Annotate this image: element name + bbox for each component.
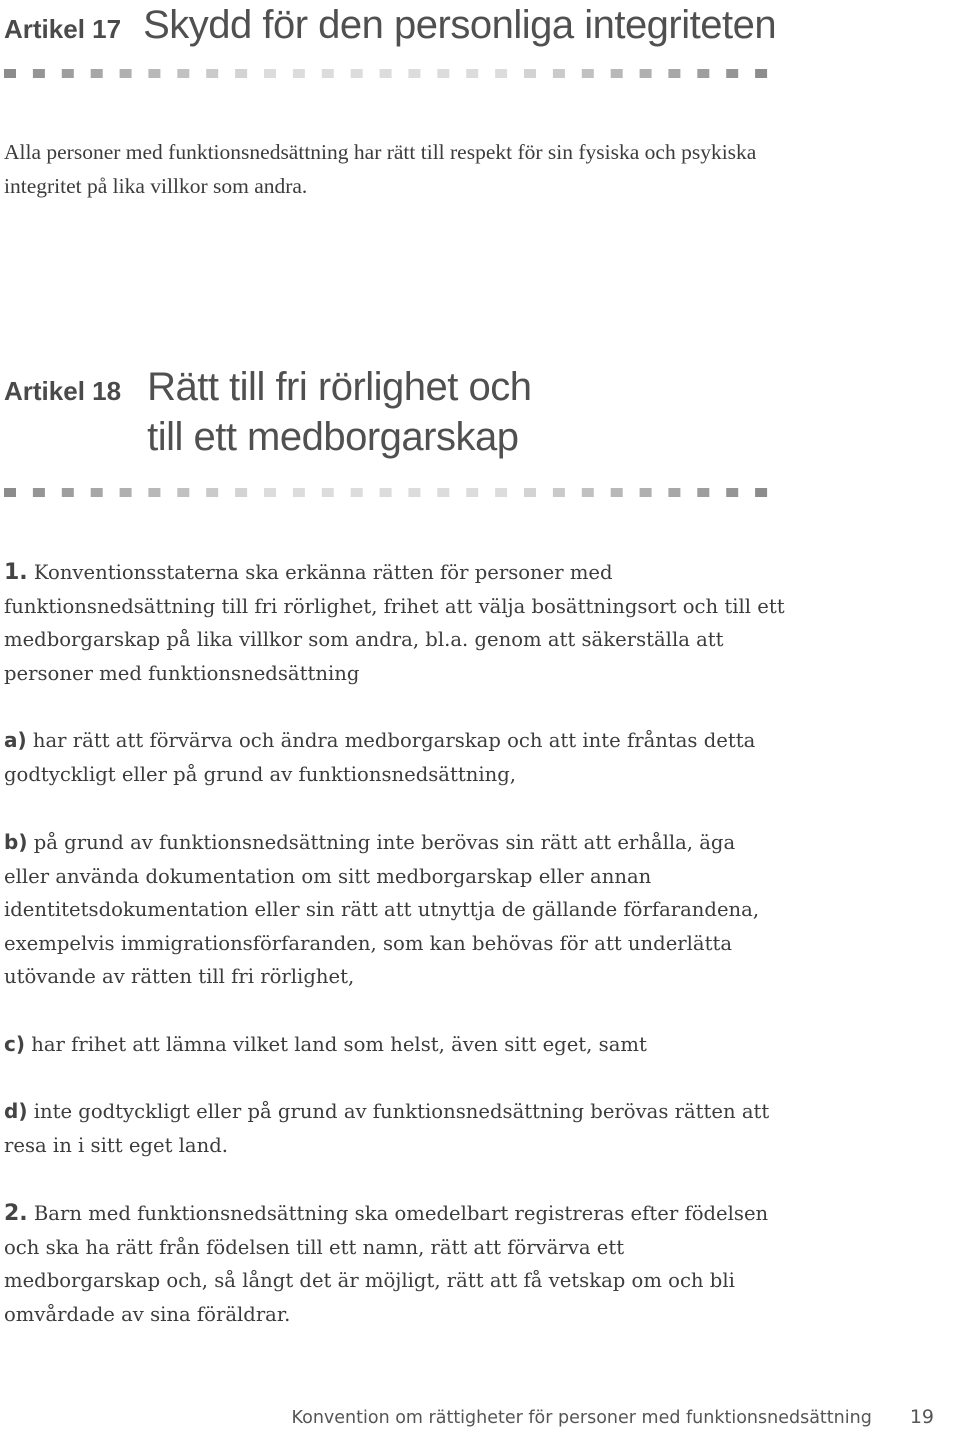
article-17-title: Skydd för den personliga integriteten bbox=[143, 3, 777, 47]
divider-square bbox=[553, 69, 565, 78]
divider-square bbox=[264, 69, 276, 78]
divider-square bbox=[380, 69, 392, 78]
divider-square bbox=[437, 69, 449, 78]
article-18-label: Artikel 18 bbox=[4, 376, 122, 406]
footer-title: Konvention om rättigheter för personer med funktionsnedsättning bbox=[291, 1408, 872, 1428]
divider-square bbox=[351, 69, 363, 78]
divider-square bbox=[235, 488, 247, 497]
divider-square bbox=[640, 488, 652, 497]
article-17-heading bbox=[4, 0, 776, 50]
article-18-title-line-1: Rätt till fri rörlighet och bbox=[147, 365, 532, 409]
divider-square bbox=[4, 488, 16, 497]
divider-square bbox=[611, 69, 623, 78]
paragraph-text: Konventionsstaterna ska erkänna rätten för personer med funktionsnedsättning till fri rörlighet, frihet att välja bosättningsort och till ett medborgarskap på lika villkor som andra, bl.a. genom att säkerställa att personer med funktionsnedsättning bbox=[4, 561, 785, 685]
divider-square bbox=[91, 488, 103, 497]
list-item-d bbox=[4, 1095, 786, 1162]
divider-square bbox=[62, 69, 74, 78]
divider-square bbox=[466, 69, 478, 78]
article-17-text: Alla personer med funktionsnedsättning har rätt till respekt för sin fysiska och psykiska integritet på lika villkor som andra. bbox=[4, 140, 757, 198]
divider-square bbox=[437, 488, 449, 497]
divider-square bbox=[697, 69, 709, 78]
divider-square bbox=[640, 69, 652, 78]
divider-square bbox=[293, 488, 305, 497]
divider-square bbox=[726, 488, 738, 497]
article-18-title-line-2: till ett medborgarskap bbox=[147, 415, 519, 459]
article-17-label: Artikel 17 bbox=[4, 14, 122, 44]
paragraph-1 bbox=[4, 556, 786, 690]
list-item-text: har frihet att lämna vilket land som helst, även sitt eget, samt bbox=[31, 1033, 647, 1056]
paragraph-2 bbox=[4, 1197, 786, 1331]
divider-square bbox=[4, 69, 16, 78]
divider-square bbox=[495, 69, 507, 78]
divider-square bbox=[524, 69, 536, 78]
section-divider-18 bbox=[4, 488, 784, 497]
divider-square bbox=[120, 488, 132, 497]
page-number: 19 bbox=[909, 1406, 934, 1428]
divider-square bbox=[408, 69, 420, 78]
list-item-a bbox=[4, 724, 786, 791]
divider-square bbox=[177, 488, 189, 497]
list-item-text: har rätt att förvärva och ändra medborgarskap och att inte fråntas detta godtyckligt eller på grund av funktionsnedsättning, bbox=[4, 729, 756, 786]
divider-square bbox=[553, 488, 565, 497]
divider-square bbox=[380, 488, 392, 497]
divider-square bbox=[668, 488, 680, 497]
list-item-text: på grund av funktionsnedsättning inte berövas sin rätt att erhålla, äga eller använda dokumentation om sitt medborgarskap eller annan identitetsdokumentation eller sin rätt att utnyttja de gällande förfarandena, exempelvis immigrationsförfaranden, som kan behövas för att underlätta utövande av rätten till fri rörlighet, bbox=[4, 831, 760, 988]
list-item-text: inte godtyckligt eller på grund av funktionsnedsättning berövas rätten att resa in i sitt eget land. bbox=[4, 1100, 770, 1157]
divider-square bbox=[755, 69, 767, 78]
article-18-title bbox=[147, 362, 531, 462]
divider-square bbox=[177, 69, 189, 78]
divider-square bbox=[322, 69, 334, 78]
paragraph-number: 2. bbox=[4, 1201, 28, 1226]
divider-square bbox=[582, 488, 594, 497]
paragraph-text: Barn med funktionsnedsättning ska omedelbart registreras efter födelsen och ska ha rätt från födelsen till ett namn, rätt att förvärva ett medborgarskap och, så långt det är möjligt, rätt att få vetskap om och bli omvårdade av sina föräldrar. bbox=[4, 1202, 769, 1326]
divider-square bbox=[120, 69, 132, 78]
divider-square bbox=[611, 488, 623, 497]
divider-square bbox=[726, 69, 738, 78]
page-footer bbox=[292, 1406, 934, 1428]
divider-square bbox=[351, 488, 363, 497]
divider-square bbox=[495, 488, 507, 497]
section-divider-17 bbox=[4, 69, 784, 78]
divider-square bbox=[408, 488, 420, 497]
divider-square bbox=[755, 488, 767, 497]
divider-square bbox=[582, 69, 594, 78]
divider-square bbox=[524, 488, 536, 497]
divider-square bbox=[206, 69, 218, 78]
list-marker: d) bbox=[4, 1099, 28, 1123]
divider-square bbox=[91, 69, 103, 78]
divider-square bbox=[33, 488, 45, 497]
divider-square bbox=[235, 69, 247, 78]
divider-square bbox=[148, 69, 160, 78]
list-item-b bbox=[4, 826, 786, 994]
divider-square bbox=[466, 488, 478, 497]
divider-square bbox=[697, 488, 709, 497]
divider-square bbox=[206, 488, 218, 497]
divider-square bbox=[322, 488, 334, 497]
paragraph-number: 1. bbox=[4, 560, 28, 585]
list-marker: b) bbox=[4, 830, 28, 854]
list-marker: a) bbox=[4, 728, 27, 752]
divider-square bbox=[293, 69, 305, 78]
divider-square bbox=[668, 69, 680, 78]
divider-square bbox=[62, 488, 74, 497]
article-18-heading bbox=[4, 362, 532, 462]
divider-square bbox=[33, 69, 45, 78]
divider-square bbox=[264, 488, 276, 497]
list-item-c bbox=[4, 1028, 786, 1062]
list-marker: c) bbox=[4, 1032, 25, 1056]
divider-square bbox=[148, 488, 160, 497]
